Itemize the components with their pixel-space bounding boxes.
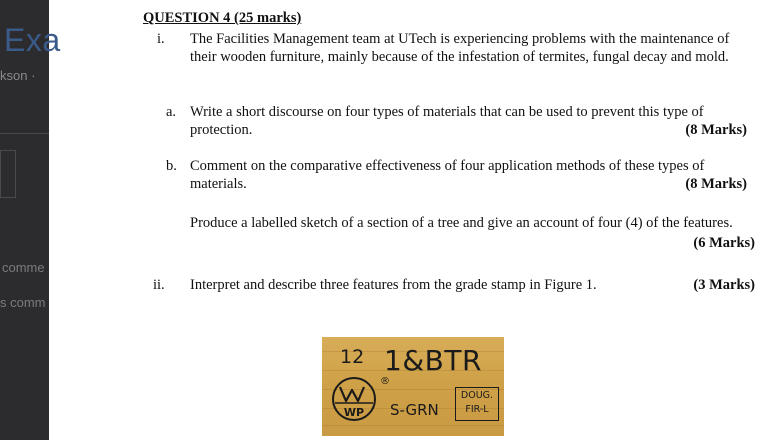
sidebar-comments-link[interactable]: comme (2, 260, 45, 275)
part-ii-text: Interpret and describe three features from the grade stamp in Figure 1. (190, 277, 597, 293)
stamp-mill-number: 12 (340, 346, 365, 368)
sidebar-author-fragment: kson · (0, 68, 36, 83)
svg-text:WP: WP (343, 406, 365, 419)
part-ii-marks: (3 Marks) (693, 277, 755, 293)
part-c-text: Produce a labelled sketch of a section of a tree and give an account of four (4) of the features. (190, 215, 733, 231)
sidebar-comments-count[interactable]: s comm (0, 295, 46, 310)
document-page (49, 0, 784, 440)
part-i-text: The Facilities Management team at UTech is experiencing problems with the maintenance of their wooden furniture, mainly because of the infestation of termites, fungal decay and mold. (190, 31, 730, 65)
question-title: QUESTION 4 (25 marks) (143, 10, 302, 26)
stamp-grade: 1&BTR (384, 344, 482, 377)
part-ii-number: ii. (153, 277, 165, 293)
stamp-registered-mark: ® (380, 376, 390, 387)
stamp-species-line2: FIR-L (465, 404, 489, 415)
part-a-marks: (8 Marks) (685, 122, 747, 138)
stamp-moisture: S-GRN (390, 401, 439, 419)
part-a-text: Write a short discourse on four types of materials that can be used to prevent this type of protection. (190, 104, 704, 138)
part-b-marks: (8 Marks) (685, 176, 747, 192)
sidebar-panel (0, 150, 16, 198)
sidebar-divider (0, 133, 49, 134)
part-c-marks: (6 Marks) (693, 235, 755, 251)
stamp-species-box (455, 387, 499, 421)
grade-stamp-figure (322, 337, 504, 436)
stamp-species-line1: DOUG. (460, 390, 494, 401)
part-a-letter: a. (166, 104, 177, 120)
app-sidebar (0, 0, 61, 440)
part-b-letter: b. (166, 158, 177, 174)
sidebar-title-fragment: Exa (4, 22, 61, 58)
part-b-text: Comment on the comparative effectiveness of four application methods of these types of materials. (190, 158, 705, 192)
wwpa-logo-icon (330, 375, 378, 423)
part-i-number: i. (157, 31, 165, 47)
